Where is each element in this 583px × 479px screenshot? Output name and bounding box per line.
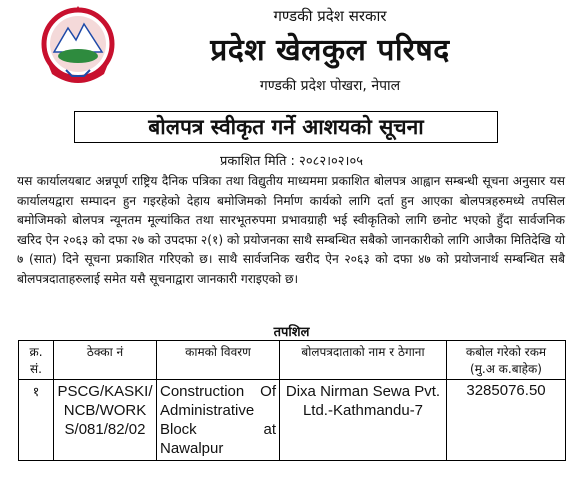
header-bidder: बोलपत्रदाताको नाम र ठेगाना (280, 341, 447, 380)
row-bidder: Dixa Nirman Sewa Pvt. Ltd.-Kathmandu-7 (280, 380, 447, 461)
table-row (19, 380, 566, 461)
row-work: Construction Of Administrative Block at Nawalpur (157, 380, 280, 461)
row-amount: 3285076.50 (447, 380, 566, 461)
header-sn: क्र. सं. (19, 341, 54, 380)
header-contract-no: ठेक्का नं (54, 341, 157, 380)
award-table (18, 340, 566, 461)
organization-address: गण्डकी प्रदेश पोखरा, नेपाल (259, 78, 401, 94)
notice-title: बोलपत्र स्वीकृत गर्ने आशयको सूचना (74, 111, 498, 143)
nepal-emblem-icon (38, 4, 118, 86)
row-contract-no: PSCG/KASKI/NCB/WORKS/081/82/02 (54, 380, 157, 461)
notice-body: यस कार्यालयबाट अन्नपूर्ण राष्ट्रिय दैनिक पत्रिका तथा विद्युतीय माध्यममा प्रकाशित बोलपत्र आह्वान सम्बन्धी सूचना अनुसार यस कार्यालयद्वारा सम्पादन हुन गइरहेको देहाय बमोजिमको निर्माण कार्यको लागि दर्ता हुन आएका बोलपत्रहरुमध्ये तपसिल बमोजिमको बोलपत्र न्यूनतम मूल्यांकित तथा सारभूतरुपमा प्रभावग्राही भई स्वीकृतिको लागि छनोट भएको हुँदा सार्वजनिक खरिद ऐन २०६३ को दफा २७ को उपदफा २(१) को प्रयोजनका साथै सम्बन्धित सबैको जानकारीको लागि आजैका मितिदेखि यो ७ (सात) दिने सूचना प्रकाशित गरिएको छ। साथै सार्वजनिक खरीद ऐन २०६३ को दफा ४७ को प्रयोजनार्थ सम्बन्धित सबै बोलपत्रदाताहरुलाई समेत यसै सूचनाद्वारा जानकारी गराइएको छ। (17, 174, 565, 286)
header-amount (447, 341, 566, 380)
government-name: गण्डकी प्रदेश सरकार (273, 7, 387, 25)
header-work: कामको विवरण (157, 341, 280, 380)
table-caption: तपशिल (273, 325, 310, 340)
header-amount-line2: (मु.अ क.बाहेक) (470, 362, 542, 376)
organization-name: प्रदेश खेलकुल परिषद (210, 33, 450, 68)
table-header-row (19, 341, 566, 380)
published-date: प्रकाशित मिति : २०८२।०२।०५ (220, 154, 363, 169)
row-sn: १ (19, 380, 54, 461)
header-amount-line1: कबोल गरेको रकम (465, 345, 547, 359)
